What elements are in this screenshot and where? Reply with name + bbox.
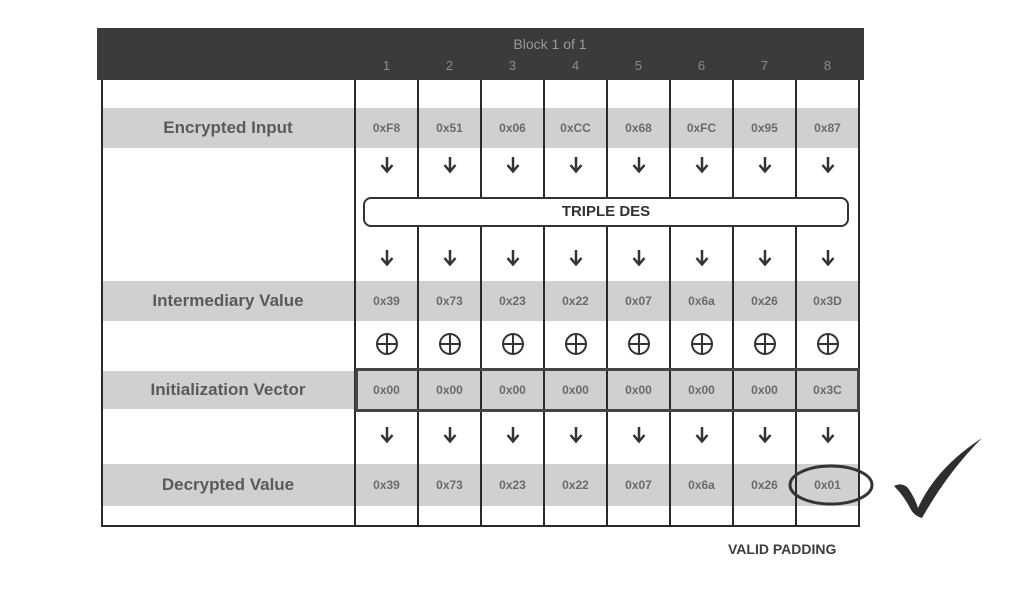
encrypted-input-cell: 0x68 [625, 121, 652, 135]
initialization-vector-cell: 0x00 [688, 383, 715, 397]
intermediary-value-cell: 0x07 [625, 294, 652, 308]
initialization-vector-label: Initialization Vector [150, 380, 306, 399]
intermediary-value-cell: 0x73 [436, 294, 463, 308]
down-arrow-icon [544, 243, 607, 273]
xor-circle-plus-icon [544, 326, 607, 362]
down-arrow-icon [544, 150, 607, 180]
column-number: 6 [697, 58, 706, 73]
triple-des-box: TRIPLE DES [363, 197, 849, 227]
initialization-vector-cell: 0x00 [436, 383, 463, 397]
decrypted-value-label: Decrypted Value [161, 475, 295, 494]
xor-circle-plus-icon [418, 326, 481, 362]
block-label: Block 1 of 1 [513, 36, 587, 52]
intermediary-value-cell: 0x6a [688, 294, 715, 308]
intermediary-value-cell: 0x26 [751, 294, 778, 308]
down-arrow-icon [481, 150, 544, 180]
encrypted-input-cell: 0xFC [686, 121, 717, 135]
valid-padding-label: VALID PADDING [728, 541, 837, 557]
initialization-vector-cell: 0x00 [751, 383, 778, 397]
xor-circle-plus-icon [733, 326, 796, 362]
decrypted-value-cell: 0x23 [499, 478, 526, 492]
column-number: 5 [634, 58, 643, 73]
intermediary-value-cell: 0x22 [562, 294, 589, 308]
down-arrow-icon [733, 150, 796, 180]
encrypted-input-cell: 0x95 [751, 121, 778, 135]
decrypted-value-cell: 0x26 [751, 478, 778, 492]
decrypted-value-cell: 0x6a [688, 478, 715, 492]
initialization-vector-cell: 0x00 [625, 383, 652, 397]
initialization-vector-outline [355, 368, 860, 412]
down-arrow-icon [670, 243, 733, 273]
decrypted-value-cell: 0x01 [814, 478, 841, 492]
down-arrow-icon [733, 420, 796, 450]
down-arrow-icon [607, 420, 670, 450]
xor-circle-plus-icon [796, 326, 859, 362]
column-number: 7 [760, 58, 769, 73]
initialization-vector-cell: 0x00 [562, 383, 589, 397]
down-arrow-icon [796, 150, 859, 180]
ellipse-highlight [786, 462, 876, 508]
intermediary-value-cell: 0x23 [499, 294, 526, 308]
initialization-vector-cell: 0x00 [373, 383, 400, 397]
down-arrow-icon [670, 420, 733, 450]
xor-circle-plus-icon [355, 326, 418, 362]
encrypted-input-cell: 0x51 [436, 121, 463, 135]
down-arrow-icon [418, 243, 481, 273]
intermediary-value-cell: 0x3D [813, 294, 842, 308]
decrypted-value-cell: 0x73 [436, 478, 463, 492]
down-arrow-icon [796, 243, 859, 273]
down-arrow-icon [355, 150, 418, 180]
down-arrow-icon [355, 420, 418, 450]
encrypted-input-cell: 0xF8 [372, 121, 401, 135]
down-arrow-icon [355, 243, 418, 273]
encrypted-input-cell: 0x06 [499, 121, 526, 135]
decrypted-value-cell: 0x39 [373, 478, 400, 492]
encrypted-input-cell: 0xCC [560, 121, 591, 135]
initialization-vector-cell: 0x3C [813, 383, 842, 397]
initialization-vector-cell: 0x00 [499, 383, 526, 397]
down-arrow-icon [544, 420, 607, 450]
column-number: 1 [382, 58, 391, 73]
decrypted-value-cell: 0x07 [625, 478, 652, 492]
encrypted-input-label: Encrypted Input [163, 118, 293, 137]
xor-circle-plus-icon [670, 326, 733, 362]
intermediary-value-label: Intermediary Value [152, 291, 304, 310]
column-number: 2 [445, 58, 454, 73]
check-mark-icon [888, 432, 988, 524]
column-number: 8 [823, 58, 832, 73]
down-arrow-icon [418, 150, 481, 180]
intermediary-value-cell: 0x39 [373, 294, 400, 308]
down-arrow-icon [481, 420, 544, 450]
encrypted-input-cell: 0x87 [814, 121, 841, 135]
down-arrow-icon [796, 420, 859, 450]
down-arrow-icon [481, 243, 544, 273]
down-arrow-icon [733, 243, 796, 273]
column-number: 3 [508, 58, 517, 73]
xor-circle-plus-icon [481, 326, 544, 362]
down-arrow-icon [607, 150, 670, 180]
column-number: 4 [571, 58, 580, 73]
down-arrow-icon [418, 420, 481, 450]
xor-circle-plus-icon [607, 326, 670, 362]
down-arrow-icon [670, 150, 733, 180]
down-arrow-icon [607, 243, 670, 273]
decrypted-value-cell: 0x22 [562, 478, 589, 492]
